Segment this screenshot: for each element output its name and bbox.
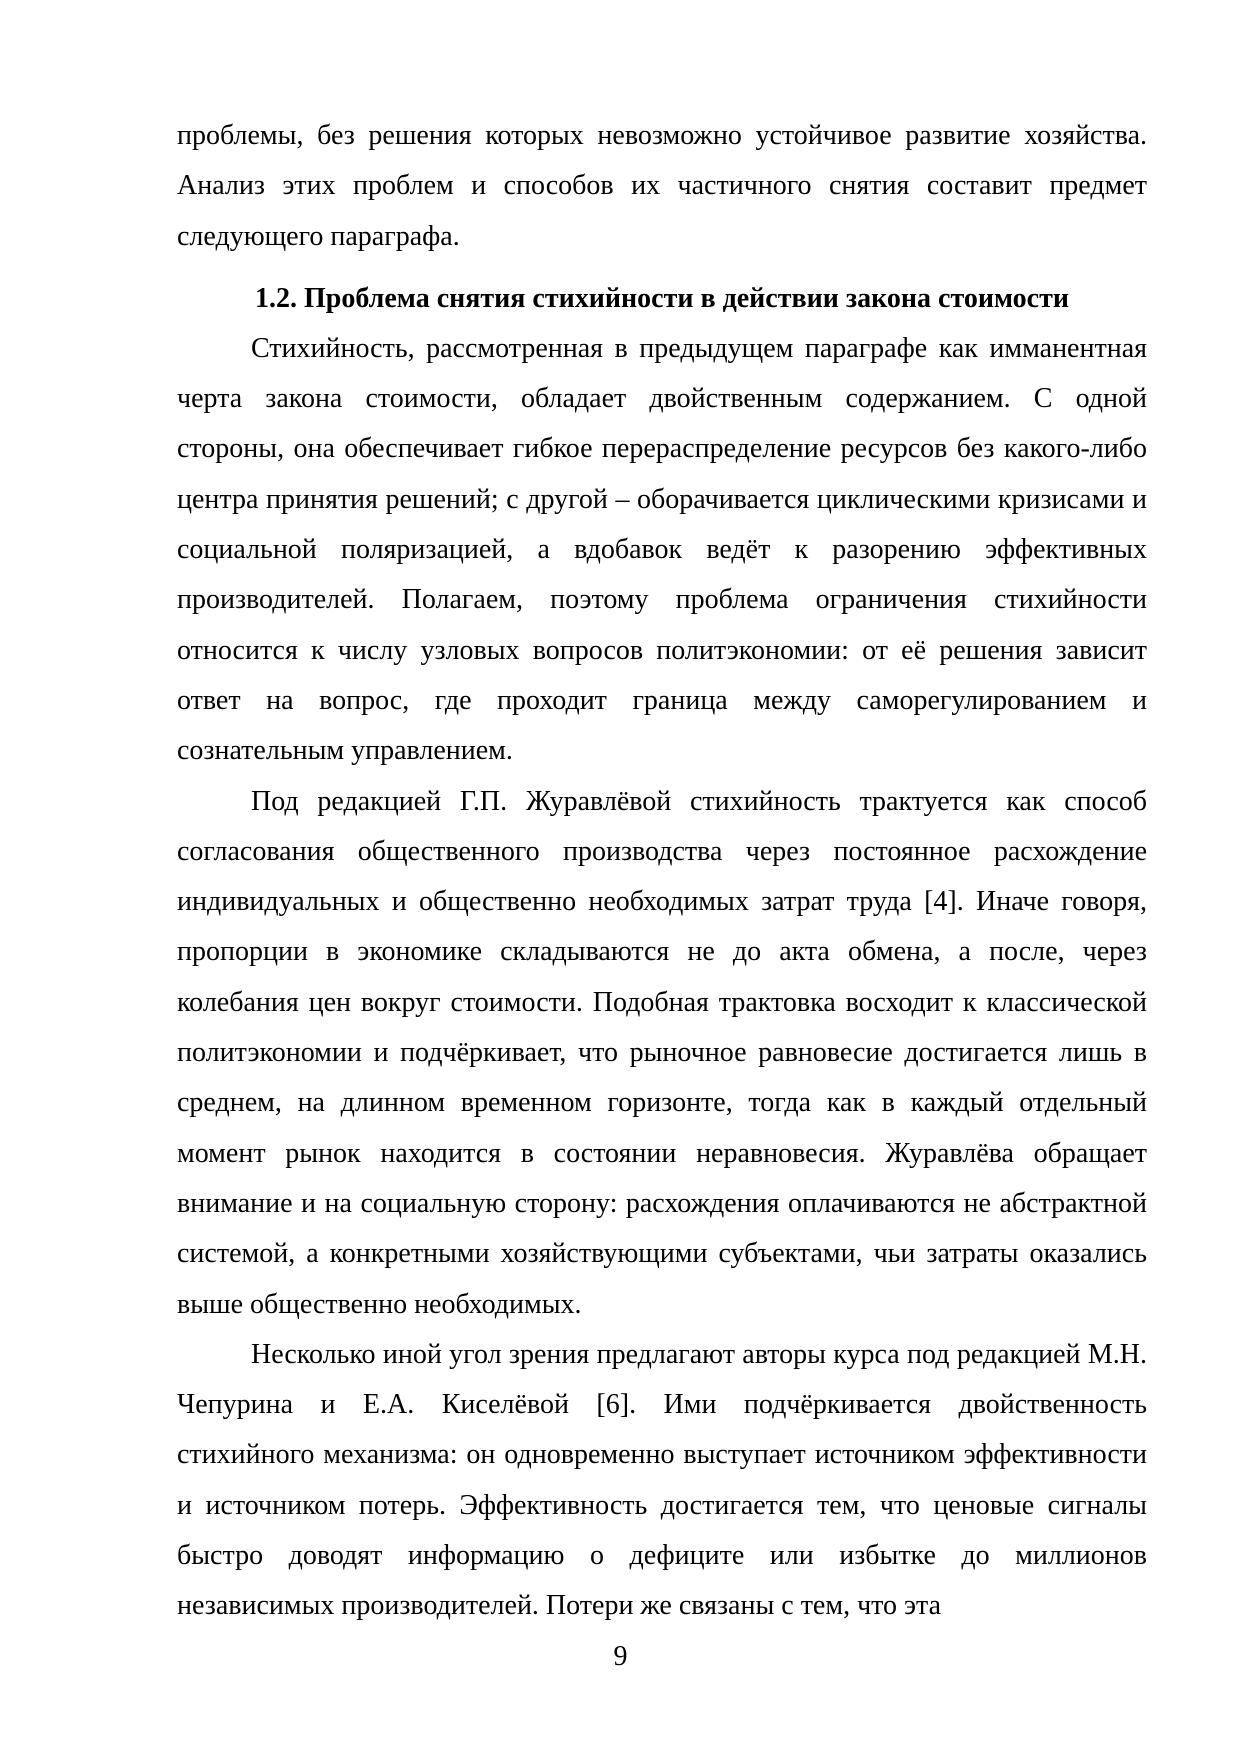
- page-body: [177, 111, 1147, 1632]
- paragraph-zhuravleva: Под редакцией Г.П. Журавлёвой стихийность трактуется как способ согласования общественного производства через постоянное расхождение индивидуальных и общественно необходимых затрат труда [4]. Иначе говоря, пропорции в экономике складываются не до акта обмена, а после, через колебания цен вокруг стоимости. Подобная трактовка восходит к классической политэкономии и подчёркивает, что рыночное равновесие достигается лишь в среднем, на длинном временном горизонте, тогда как в каждый отдельный момент рынок находится в состоянии неравновесия. Журавлёва обращает внимание и на социальную сторону: расхождения оплачиваются не абстрактной системой, а конкретными хозяйствующими субъектами, чьи затраты оказались выше общественно необходимых.: [177, 785, 1147, 1320]
- section-heading: 1.2. Проблема снятия стихийности в действии закона стоимости: [255, 282, 1069, 314]
- paragraph-continuation: проблемы, без решения которых невозможно устойчивое развитие хозяйства. Анализ этих проблем и способов их частичного снятия составит предмет следующего параграфа.: [177, 120, 1147, 252]
- paragraph-chepurin-kiseleva: Несколько иной угол зрения предлагают авторы курса под редакцией М.Н. Чепурина и Е.А. Киселёвой [6]. Ими подчёркивается двойственность стихийного механизма: он одновременно выступает источником эффективности и источником потерь. Эффективность достигается тем, что ценовые сигналы быстро доводят информацию о дефиците или избытке до миллионов независимых производителей. Потери же связаны с тем, что эта: [177, 1338, 1147, 1622]
- paragraph-spontaneity-intro: Стихийность, рассмотренная в предыдущем параграфе как имманентная черта закона стоимости, обладает двойственным содержанием. С одной стороны, она обеспечивает гибкое перераспределение ресурсов без какого-либо центра принятия решений; с другой – оборачивается циклическими кризисами и социальной поляризацией, а вдобавок ведёт к разорению эффективных производителей. Полагаем, поэтому проблема ограничения стихийности относится к числу узловых вопросов политэкономии: от её решения зависит ответ на вопрос, где проходит граница между саморегулированием и сознательным управлением.: [177, 332, 1147, 767]
- page-number: 9: [613, 1641, 628, 1672]
